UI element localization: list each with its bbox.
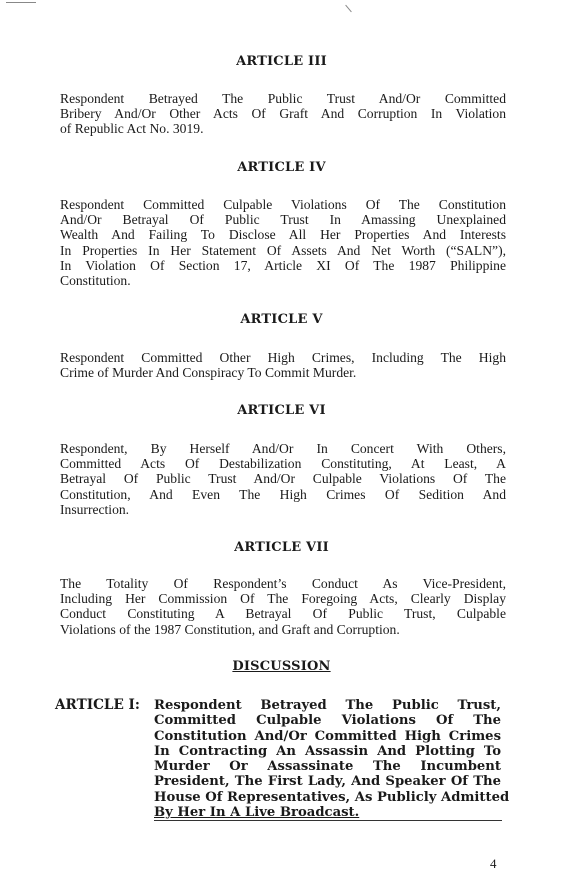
article-4-heading: ARTICLE IV [237,160,326,175]
discussion-article-1-label: ARTICLE I: [55,697,140,713]
scan-mark [6,2,36,3]
text-line: Respondent Betrayed The Public Trust And/Or Committed [60,91,506,106]
article-6-heading: ARTICLE VI [237,403,326,418]
article-4-text [60,197,506,288]
article-3-text [60,91,506,137]
text-line: In Violation Of Section 17, Article XI Of The 1987 Philippine [60,257,506,273]
discussion-article-1-text [154,698,510,821]
text-line: President, The First Lady, And Speaker Of The [154,774,501,790]
text-line: Crime of Murder And Conspiracy To Commit Murder. [60,365,357,381]
text-line: Respondent Betrayed The Public Trust, [154,698,501,713]
text-line: House Of Representatives, As Publicly Admitted [154,789,510,805]
article-6-text [60,441,506,517]
article-3-heading: ARTICLE III [236,54,327,69]
text-line: of Republic Act No. 3019. [60,121,204,137]
article-5-text [60,350,506,380]
text-line: By Her In A Live Broadcast. [154,805,360,821]
text-line: And/Or Betrayal Of Public Trust In Amassing Unexplained [60,212,506,228]
text-line: Committed Acts Of Destabilization Constituting, At Least, A [60,456,506,472]
text-line: Including Her Commission Of The Foregoing Acts, Clearly Display [60,591,506,607]
text-line: Respondent, By Herself And/Or In Concert With Others, [60,441,506,456]
text-line: Insurrection. [60,501,130,517]
article-7-text [60,576,506,637]
text-line: Constitution And/Or Committed High Crimes [154,728,501,744]
text-line: Betrayal Of Public Trust And/Or Culpable Violations Of The [60,471,506,487]
page-number: 4 [490,856,497,871]
article-7-heading: ARTICLE VII [234,540,329,555]
text-line: The Totality Of Respondent’s Conduct As Vice-President, [60,576,506,591]
text-line: In Contracting An Assassin And Plotting To [154,743,501,759]
article-5-heading: ARTICLE V [240,312,323,327]
section-rule [154,820,502,821]
text-line: Murder Or Assassinate The Incumbent [154,759,501,775]
text-line: Committed Culpable Violations Of The [154,713,501,729]
scan-mark [345,5,352,13]
text-line: Violations of the 1987 Constitution, and Graft and Corruption. [60,621,400,637]
text-line: Respondent Committed Culpable Violations Of The Constitution [60,197,506,212]
text-line: Constitution, And Even The High Crimes Of Sedition And [60,486,506,502]
text-line: Respondent Committed Other High Crimes, Including The High [60,350,506,365]
text-line: Bribery And/Or Other Acts Of Graft And Corruption In Violation [60,106,506,122]
discussion-heading: DISCUSSION [232,659,331,674]
text-line: In Properties In Her Statement Of Assets And Net Worth (“SALN”), [60,242,506,258]
text-line: Conduct Constituting A Betrayal Of Public Trust, Culpable [60,606,506,622]
text-line: Wealth And Failing To Disclose All Her Properties And Interests [60,227,506,243]
text-line: Constitution. [60,273,131,289]
